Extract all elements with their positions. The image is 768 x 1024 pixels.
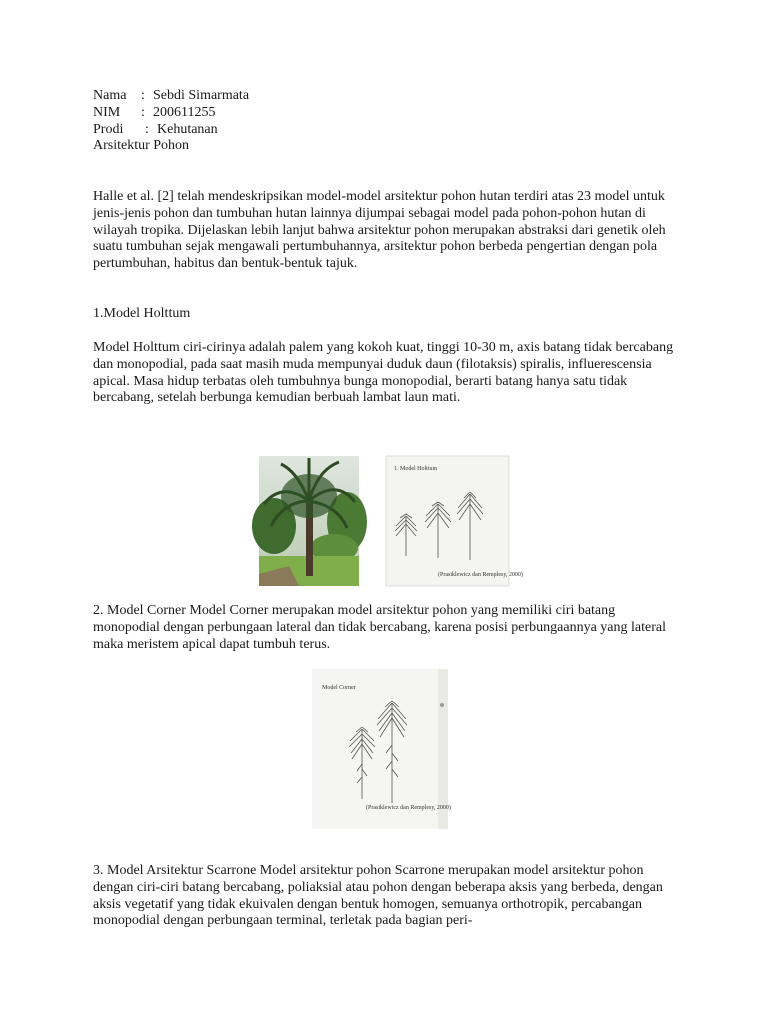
corner-model-sketch — [312, 669, 451, 829]
nim-label: NIM — [93, 104, 121, 120]
nim-value: 200611255 — [153, 104, 216, 120]
student-header — [93, 88, 685, 155]
corner-figure-credit: (Prasiklewicz dan Remplesy, 2000) — [366, 805, 451, 811]
holttum-palm-photo — [259, 456, 359, 586]
name-separator: : — [141, 88, 145, 103]
nim-separator: : — [141, 104, 145, 120]
section1-body: Model Holttum ciri-cirinya adalah palem yang kokoh kuat, tinggi 10-30 m, axis batang tidak bercabang dan monopodial, pada saat masih muda mempunyai duduk daun (filotaksis) spiralis, influerescensia apical. Masa hidup terbatas oleh tumbuhnya bunga monopodial, berarti batang hanya satu tidak bercabang, setelah berbunga kemudian berbuah lambat laun mati. — [93, 340, 674, 406]
name-value: Sebdi Simarmata — [153, 88, 250, 103]
prodi-value: Kehutanan — [157, 121, 218, 137]
name-line — [93, 88, 685, 105]
holttum-figure-title: 1. Model Holttum — [394, 466, 438, 472]
holttum-model-sketch — [386, 456, 523, 586]
prodi-separator: : — [145, 121, 149, 137]
intro-paragraph: Halle et al. [2] telah mendeskripsikan model-model arsitektur pohon hutan terdiri atas 23 model untuk jenis-jenis pohon dan tumbuhan hutan lainnya dijumpai sebagai model pada pohon-pohon hutan di wilayah tropika. Dijelaskan lebih lanjut bahwa arsitektur pohon merupakan abstraksi dari genetik oleh suatu tumbuhan sejak mengawali pertumbuhannya, arsitektur pohon berbeda pengertian dengan pola pertumbuhan, habitus dan bentuk-bentuk tajuk. — [93, 189, 666, 272]
prodi-label: Prodi — [93, 121, 124, 137]
prodi-line — [93, 122, 685, 139]
document-subject: Arsitektur Pohon — [93, 138, 190, 154]
corner-figure-title: Model Corner — [322, 685, 356, 691]
holttum-figure-credit: (Prasiklewicz dan Remplesy, 2000) — [438, 572, 523, 578]
section3-body: 3. Model Arsitektur Scarrone Model arsitektur pohon Scarrone merupakan model arsitektur pohon dengan ciri-ciri batang bercabang, poliaksial atau pohon dengan beberapa aksis yang berbeda, dengan aksis vegetatif yang tidak ekuivalen dengan bentuk homogen, semuanya orthotropik, percabangan monopodial dengan perbungaan terminal, terletak pada bagian peri- — [93, 863, 663, 929]
section1-heading: 1.Model Holttum — [93, 306, 191, 321]
nim-line — [93, 105, 685, 122]
section2-body: 2. Model Corner Model Corner merupakan model arsitektur pohon yang memiliki ciri batang monopodial dengan perbungaan lateral dan tidak bercabang, karena posisi perbungaannya yang lateral maka meristem apical dapat tumbuh terus. — [93, 603, 666, 652]
name-label: Nama — [93, 88, 127, 103]
